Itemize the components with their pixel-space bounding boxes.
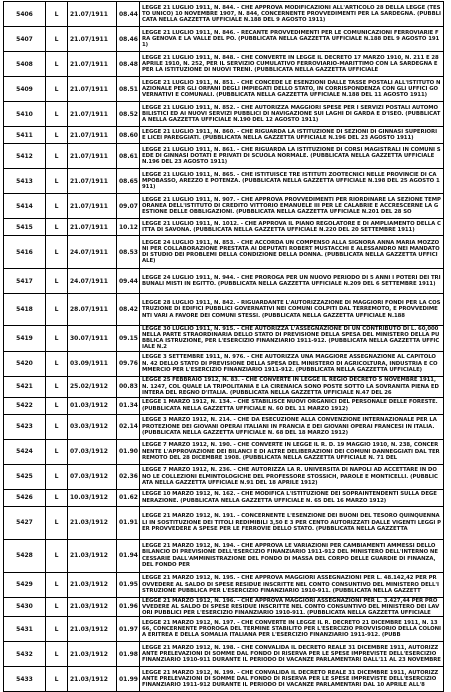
cell-date: 21.03/1912 <box>68 642 117 667</box>
cell-number: 5415 <box>4 219 46 236</box>
cell-act-number: 08.46 <box>117 27 140 52</box>
cell-date: 24.07/1911 <box>68 269 117 294</box>
cell-number: 5421 <box>4 376 46 397</box>
cell-act-number: 09.44 <box>117 269 140 294</box>
cell-type: L <box>46 506 68 539</box>
cell-number: 5419 <box>4 326 46 352</box>
cell-description: LEGGE 21 MARZO 1912, N. 197. - CHE CONVERTE IN LEGGE IL R. DECRETO 21 DICEMBRE 1911, N. 1366, CONCERNENTE PROROGA DEL TERMINE STABILITO PER L'ESERCIZIO PROVVISORIO DELLA COLONIA ERITREA E DELLA SOMALIA ITALIANA PER L'ESERCIZIO FINANZIARIO 1911-912. (PUBB <box>140 617 444 642</box>
cell-description: LEGGE 21 LUGLIO 1911, N. 907. - CHE APPROVA PROVVEDIMENTI PER RIORDINARE LA SEZIONE TEMPORANEA DELL'ISTITUTO DI CREDITO VITTORIO EMANUELE III PER LE CALABRIE E ACCRESCERNE LA GESTIONE DELLE OBBLIGAZIONI. (PUBBLICATA NELLA GAZZETTA UFFICIALE N.201 DEL 28 SO <box>140 194 444 219</box>
cell-act-number: 10.12 <box>117 219 140 236</box>
table-row <box>4 539 444 572</box>
cell-type: L <box>46 439 68 464</box>
table-row <box>4 617 444 642</box>
cell-date: 10.03/1912 <box>68 489 117 506</box>
cell-date: 30.07/1911 <box>68 326 117 352</box>
cell-type: L <box>46 269 68 294</box>
table-row <box>4 667 444 692</box>
table-row <box>4 2 444 27</box>
cell-act-number: 01.94 <box>117 539 140 572</box>
cell-description: LEGGE 21 MARZO 1912, N. 191. - CONCERNENTE L'ESENZIONE DEI BUONI DEL TESORO QUINQUENNALI IN SOSTITUZIONE DEI TITOLI REDIMIBILI 3,50 E 3 PER CENTO AUTORIZZATI DALLE VIGENTI LEGGI PER PROVVEDERE A SPESE PER LE FERROVIE DELLO STATO. (PUBBLICATA NELLA GAZZETTA <box>140 506 444 539</box>
cell-number: 5424 <box>4 439 46 464</box>
cell-act-number: 01.90 <box>117 439 140 464</box>
table-row <box>4 269 444 294</box>
table-row <box>4 294 444 326</box>
cell-description: LEGGE 21 LUGLIO 1911, N. 865. - CHE ISTITUISCE TRE ISTITUTI ZOOTECNICI NELLE PROVINCIE DI CAMPOBASSO, AREZZO E POTENZA. (PUBBLICATA NELLA GAZZETTA UFFICIALE N.198 DEL 25 AGOSTO 1911) <box>140 169 444 194</box>
cell-number: 5410 <box>4 102 46 127</box>
cell-description: LEGGE 21 LUGLIO 1911, N. 1012. - CHE APPROVA IL PIANO REGOLATORE E DI AMPLIAMENTO DELLA CITTA DI SAVONA. (PUBBLICATA NELLA GAZZETTA UFFICIALE N.220 DEL 20 SETTEMBRE 1911) <box>140 219 444 236</box>
table-row <box>4 102 444 127</box>
table-row <box>4 77 444 102</box>
cell-number: 5417 <box>4 269 46 294</box>
table-row <box>4 376 444 397</box>
cell-description: LEGGE 21 LUGLIO 1911, N. 846. - RECANTE PROVVEDIMENTI PER LE COMUNICAZIONI FERROVIARIE FRA GENOVA E LA VALLE DEL PO. (PUBBLICATA NELLA GAZZETTA UFFICIALE N.188 DEL 9 AGOSTO 1911) <box>140 27 444 52</box>
cell-description: LEGGE 21 LUGLIO 1911, N. 860. - CHE RIGUARDA LA ISTITUZIONE DI SEZIONI DI GINNASI SUPERIORI E LICEI PAREGGIATI. (PUBBLICATA NELLA GAZZETTA UFFICIALE N.196 DEL 23 AGOSTO 1911) <box>140 127 444 144</box>
cell-type: L <box>46 102 68 127</box>
cell-type: L <box>46 667 68 692</box>
cell-act-number: 02.36 <box>117 464 140 489</box>
cell-type: L <box>46 194 68 219</box>
table-row <box>4 169 444 194</box>
cell-description: LEGGE 21 MARZO 1912, N. 195. - CHE APPROVA MAGGIORI ASSEGNAZIONI PER L. 48.142,42 PER PROVVEDERE AL SALDO DI SPESE RESIDUE INSCRITTE NEL CONTO CONSUNTIVO DEL MINISTERO DELL'ISTRUZIONE PUBBLICA PER L'ESERCIZIO FINANZIARIO 1910-911. (PUBBLICATA NELLA GAZZETT <box>140 572 444 597</box>
cell-description: LEGGE 28 LUGLIO 1911, N. 842. - RIGUARDANTE L'AUTORIZZAZIONE DI MAGGIORI FONDI PER LA COSTRUZIONE DI EDIFICI PUBBLICI GOVERNATIVI NEI COMUNI COLPITI DAL TERREMOTO, E PROVVEDIMENTI VARI A FAVORE DEI COMUNI STESSI. (PUBBLICATA NELLA GAZZETTA UFFICIALE N.188 <box>140 294 444 326</box>
cell-date: 21.07/1911 <box>68 194 117 219</box>
cell-description: LEGGE 21 LUGLIO 1911, N. 861. - CHE RIGUARDA LA ISTITUZIONE DI CORSI MAGISTRALI IN COMUNI SEDE DI GINNASI DOTATI E PRIVATI DI SCUOLA NORMALE. (PUBBLICATA NELLA GAZZETTA UFFICIALE N.196 DEL 23 AGOSTO 1911) <box>140 144 444 169</box>
cell-date: 21.07/1911 <box>68 169 117 194</box>
cell-number: 5429 <box>4 572 46 597</box>
table-row <box>4 219 444 236</box>
cell-number: 5411 <box>4 127 46 144</box>
cell-description: LEGGE 21 LUGLIO 1911, N. 844. - CHE APPROVA MODIFICAZIONI ALL'ARTICOLO 28 DELLA LEGGE (TESTO UNICO) 10 NOVEMBRE 1907, N. 844, CONCERNENTE PROVVEDIMENTI PER LA SARDEGNA. (PUBBLICATA NELLA GAZZETTA UFFICIALE N.188 DEL 9 AGOSTO 1911) <box>140 2 444 27</box>
table-row <box>4 397 444 414</box>
cell-description: LEGGE 10 MARZO 1912, N. 162. - CHE MODIFICA L'ISTITUZIONE DEI SOPRAINTENDENTI SULLA DEGENERAZIONE. (PUBBLICATA NELLA GAZZETTA UFFICIALE N. 65 DEL 16 MARZO 1912) <box>140 489 444 506</box>
cell-number: 5423 <box>4 414 46 439</box>
cell-act-number: 01.98 <box>117 642 140 667</box>
table-row <box>4 597 444 616</box>
cell-description: LEGGE 7 MARZO 1912, N. 236. - CHE AUTORIZZA LA R. UNIVERSITA DI NAPOLI AD ACCETTARE IN DONO LE COLLEZIONI ELMINTOLOGICHE DEL PROFESSORE STOSSICH, PAROLE E MONTICELLI. (PUBBLICATA NELLA GAZZETTA UFFICIALE N.91 DEL 18 APRILE 1912) <box>140 464 444 489</box>
cell-act-number: 01.97 <box>117 617 140 642</box>
cell-act-number: 08.44 <box>117 2 140 27</box>
cell-act-number: 02.14 <box>117 414 140 439</box>
cell-date: 21.07/1911 <box>68 2 117 27</box>
cell-date: 07.03/1912 <box>68 464 117 489</box>
table-row <box>4 439 444 464</box>
cell-type: L <box>46 144 68 169</box>
table-row <box>4 642 444 667</box>
register-sheet <box>0 1 451 689</box>
law-register-table <box>3 1 444 692</box>
table-row <box>4 351 444 376</box>
table-row <box>4 326 444 352</box>
cell-type: L <box>46 77 68 102</box>
cell-description: LEGGE 7 MARZO 1912, N. 190. - CHE CONVERTE IN LEGGE IL R. D. 19 MAGGIO 1910, N. 238, CONCERNENTE L'APPROVAZIONE DEI BILANCI E DI ALTRE DELIBERAZIONI DEI COMUNI DANNEGGIATI DAL TERREMOTO DEL 28 DICEMBRE 1908. (PUBBLICATA NELLA GAZZETTA UFFICIALE N. 71 DEL <box>140 439 444 464</box>
cell-date: 21.07/1911 <box>68 144 117 169</box>
cell-description: LEGGE 21 MARZO 1912, N. 199. - CHE CONVALIDA IL DECRETO REALE 31 DICEMBRE 1911, AUTORIZZANTE PRELEVAZIONI DI SOMME DAL FONDO DI RISERVA PER LE SPESE IMPREVISTE DELL'ESERCIZIO FINANZIARIO 1911-912 DURANTE IL PERIODO DI VACANZE PARLAMENTARI DAL 10 APRILE ALL'8 <box>140 667 444 692</box>
cell-date: 01.03/1912 <box>68 397 117 414</box>
cell-act-number: 08.52 <box>117 102 140 127</box>
cell-date: 28.07/1911 <box>68 294 117 326</box>
cell-act-number: 01.62 <box>117 489 140 506</box>
cell-act-number: 01.99 <box>117 667 140 692</box>
cell-description: LEGGE 3 MARZO 1912, N. 214. - CHE DA ESECUZIONE ALLA CONVENZIONE INTERNAZIONALE PER LA PROTEZIONE DEI GIOVANI OPERAI ITALIANI IN FRANCIA E DEI GIOVANI OPERAI FRANCESI IN ITALIA. (PUBBLICATA NELLA GAZZETTA UFFICIALE N. 68 DEL 18 MARZO 1912) <box>140 414 444 439</box>
table-row <box>4 144 444 169</box>
cell-type: L <box>46 351 68 376</box>
table-row <box>4 464 444 489</box>
cell-description: LEGGE 25 FEBBRAIO 1912, N. 83. - CHE CONVERTE IN LEGGE IL REGIO DECRETO 5 NOVEMBRE 1911, N. 1247, COL QUALE LA TRIPOLITANIA E LA CIRENAICA SONO POSTE SOTTO LA SOVRANITA PIENA ED INTERA DEL REGNO D'ITALIA. (PUBBLICATA NELLA GAZZETTA UFFICIALE N.47 DEL 26 <box>140 376 444 397</box>
table-row <box>4 236 444 269</box>
cell-number: 5431 <box>4 617 46 642</box>
cell-date: 21.03/1912 <box>68 597 117 616</box>
cell-number: 5425 <box>4 464 46 489</box>
cell-date: 21.07/1911 <box>68 52 117 77</box>
cell-type: L <box>46 169 68 194</box>
cell-description: LEGGE 21 LUGLIO 1911, N. 852. - CHE AUTORIZZA MAGGIORI SPESE PER I SERVIZI POSTALI AUTOMOBILISTICI ED AI NUOVI SERVIZI PUBBLICI DI NAVIGAZIONE SUI LAGHI DI GARDA E D'ISEO. (PUBBLICATA NELLA GAZZETTA UFFICIALE N.190 DEL 12 AGOSTO 1911) <box>140 102 444 127</box>
cell-type: L <box>46 414 68 439</box>
cell-act-number: 08.42 <box>117 294 140 326</box>
cell-date: 21.03/1912 <box>68 572 117 597</box>
cell-date: 03.03/1912 <box>68 414 117 439</box>
table-row <box>4 572 444 597</box>
cell-type: L <box>46 376 68 397</box>
cell-number: 5430 <box>4 597 46 616</box>
cell-type: L <box>46 642 68 667</box>
cell-type: L <box>46 294 68 326</box>
cell-number: 5416 <box>4 236 46 269</box>
cell-type: L <box>46 127 68 144</box>
cell-act-number: 00.83 <box>117 376 140 397</box>
cell-date: 21.03/1912 <box>68 539 117 572</box>
cell-date: 21.03/1912 <box>68 506 117 539</box>
table-row <box>4 414 444 439</box>
cell-number: 5408 <box>4 52 46 77</box>
table-row <box>4 506 444 539</box>
cell-act-number: 09.76 <box>117 351 140 376</box>
cell-number: 5433 <box>4 667 46 692</box>
cell-date: 24.07/1911 <box>68 236 117 269</box>
table-row <box>4 194 444 219</box>
cell-date: 21.03/1912 <box>68 667 117 692</box>
cell-act-number: 01.96 <box>117 597 140 616</box>
cell-number: 5418 <box>4 294 46 326</box>
table-row <box>4 489 444 506</box>
cell-number: 5428 <box>4 539 46 572</box>
cell-type: L <box>46 597 68 616</box>
cell-type: L <box>46 464 68 489</box>
cell-description: LEGGE 21 MARZO 1912, N. 196. - CHE APPROVA MAGGIORI ASSEGNAZIONI PER L. 3.427,44 PER PROVVEDERE AL SALDO DI SPESE RESIDUE INSCRITTE NEL CONTO CONSUNTIVO DEL MINISTERO DEI LAVORI PUBBLICI PER L'ESERCIZIO FINANZIARIO 1910-911. (PUBBLICATA NELLA GAZZETTA UFFICIALE <box>140 597 444 616</box>
cell-act-number: 08.61 <box>117 144 140 169</box>
cell-description: LEGGE 30 LUGLIO 1911, N. 915. - CHE AUTORIZZA L'ASSEGNAZIONE DI UN CONTRIBUTO DI L. 60,000 NELLA PARTE STRAORDINARIA DELLO STATO DI PREVISIONE DELLA SPESA DEL MINISTERO DELLA PUBBLICA ISTRUZIONE, PER L'ESERCIZIO FINANZIARIO 1911-912. (PUBBLICATA NELLA GAZZETTA UFFICIALE N.2 <box>140 326 444 352</box>
cell-act-number: 08.51 <box>117 77 140 102</box>
cell-type: L <box>46 397 68 414</box>
cell-date: 21.03/1912 <box>68 617 117 642</box>
table-row <box>4 52 444 77</box>
cell-description: LEGGE 3 SETTEMBRE 1911, N. 976. - CHE AUTORIZZA UNA MAGGIORE ASSEGNAZIONE AL CAPITOLO N. 42 DELLO STATO DI PREVISIONE DELLA SPESA DEL MINISTERO DI AGRICOLTURA, INDUSTRIA E COMMERCIO PER L'ESERCIZIO FINANZIARIO 1911-912. (PUBBLICATA NELLA GAZZETTA UFFICIALE) <box>140 351 444 376</box>
cell-number: 5413 <box>4 169 46 194</box>
cell-act-number: 01.91 <box>117 506 140 539</box>
cell-description: LEGGE 21 LUGLIO 1911, N. 848. - CHE CONVERTE IN LEGGE IL DECRETO 17 MARZO 1910, N. 211 E 28 APRILE 1910, N. 252, PER IL SERVIZIO CUMULATIVO FERROVIARIO-MARITTIMO CON LA SARDEGNA E PER LA ISTITUZIONE DI NUOVI TRENI. (PUBBLICATA NELLA GAZZETTA UFFICIALE <box>140 52 444 77</box>
cell-type: L <box>46 27 68 52</box>
cell-date: 21.07/1911 <box>68 27 117 52</box>
cell-description: LEGGE 21 MARZO 1912, N. 194. - CHE APPROVA LE VARIAZIONI PER CAMBIAMENTI AMMESSI DELLO BILANCIO DI PREVISIONE DELL'ESERCIZIO FINANZIARIO 1911-912 DEL MINISTERO DELL'INTERNO NECESSARIE DALL'AMMINISTRAZIONE DEL FONDO DI MASSA DEL CORPO DELLE GUARDIE DI FINANZA, DEL FONDO PER <box>140 539 444 572</box>
cell-type: L <box>46 52 68 77</box>
cell-description: LEGGE 21 MARZO 1912, N. 198. - CHE CONVALIDA IL DECRETO REALE 31 DICEMBRE 1911, AUTORIZZANTE PRELEVAZIONI DI SOMME DAL FONDO DI RISERVA PER LE SPESE IMPREVISTE DELL'ESERCIZIO FINANZIARIO 1910-911 DURANTE IL PERIODO DI VACANZE PARLAMENTARI DALL'11 AL 23 NOVEMBRE <box>140 642 444 667</box>
cell-description: LEGGE 24 LUGLIO 1911, N. 944. - CHE PROROGA PER UN NUOVO PERIODO DI 5 ANNI I POTERI DEI TRIBUNALI MISTI IN EGITTO. (PUBBLICATA NELLA GAZZETTA UFFICIALE N.209 DEL 6 SETTEMBRE 1911) <box>140 269 444 294</box>
cell-number: 5412 <box>4 144 46 169</box>
cell-number: 5427 <box>4 506 46 539</box>
cell-number: 5407 <box>4 27 46 52</box>
cell-date: 21.07/1911 <box>68 77 117 102</box>
cell-act-number: 01.95 <box>117 572 140 597</box>
cell-type: L <box>46 489 68 506</box>
cell-number: 5422 <box>4 397 46 414</box>
cell-number: 5409 <box>4 77 46 102</box>
cell-date: 07.03/1912 <box>68 439 117 464</box>
table-row <box>4 127 444 144</box>
cell-type: L <box>46 617 68 642</box>
cell-act-number: 08.60 <box>117 127 140 144</box>
cell-number: 5432 <box>4 642 46 667</box>
table-row <box>4 27 444 52</box>
cell-type: L <box>46 219 68 236</box>
cell-type: L <box>46 2 68 27</box>
cell-number: 5420 <box>4 351 46 376</box>
cell-description: LEGGE 24 LUGLIO 1911, N. 853. - CHE ACCORDA UN COMPENSO ALLA SIGNORA ANNA MARIA MOZZONI PER COLLABORAZIONE PRESTATA AI DEPUTATI ROBERT MUSTACCHI E ALESSANDRO NEI MANDATO DI STUDIO DEI PROBLEMI DELLA CONDIZIONE DELLA DONNA. (PUBBLICATA NELLA GAZZETTA UFFICIALE) <box>140 236 444 269</box>
cell-description: LEGGE 21 LUGLIO 1911, N. 851. - CHE CONCEDE LE ESENZIONI DALLE TASSE POSTALI ALL'ISTITUTO NAZIONALE PER GLI ORFANI DEGLI IMPIEGATI DELLO STATO, IN CORRISPONDENZA CON GLI UFFICI GOVERNATIVI E COMUNALI. (PUBBLICATA NELLA GAZZETTA UFFICIALE N.188 DEL 11 AGOSTO 1911) <box>140 77 444 102</box>
cell-act-number: 09.15 <box>117 326 140 352</box>
cell-date: 21.07/1911 <box>68 219 117 236</box>
cell-type: L <box>46 539 68 572</box>
cell-type: L <box>46 236 68 269</box>
cell-act-number: 01.34 <box>117 397 140 414</box>
cell-type: L <box>46 572 68 597</box>
cell-date: 25.02/1912 <box>68 376 117 397</box>
cell-date: 21.07/1911 <box>68 102 117 127</box>
cell-number: 5414 <box>4 194 46 219</box>
cell-date: 03.09/1911 <box>68 351 117 376</box>
cell-type: L <box>46 326 68 352</box>
register-body <box>4 2 444 692</box>
cell-number: 5406 <box>4 2 46 27</box>
cell-act-number: 08.53 <box>117 236 140 269</box>
cell-act-number: 08.65 <box>117 169 140 194</box>
cell-date: 21.07/1911 <box>68 127 117 144</box>
cell-description: LEGGE 1 MARZO 1912, N. 134. - CHE STABILISCE NUOVI ORGANICI DEL PERSONALE DELLE FORESTE. (PUBBLICATA NELLA GAZZETTA UFFICIALE N. 60 DEL 11 MARZO 1912) <box>140 397 444 414</box>
cell-act-number: 09.07 <box>117 194 140 219</box>
cell-number: 5426 <box>4 489 46 506</box>
cell-act-number: 08.48 <box>117 52 140 77</box>
